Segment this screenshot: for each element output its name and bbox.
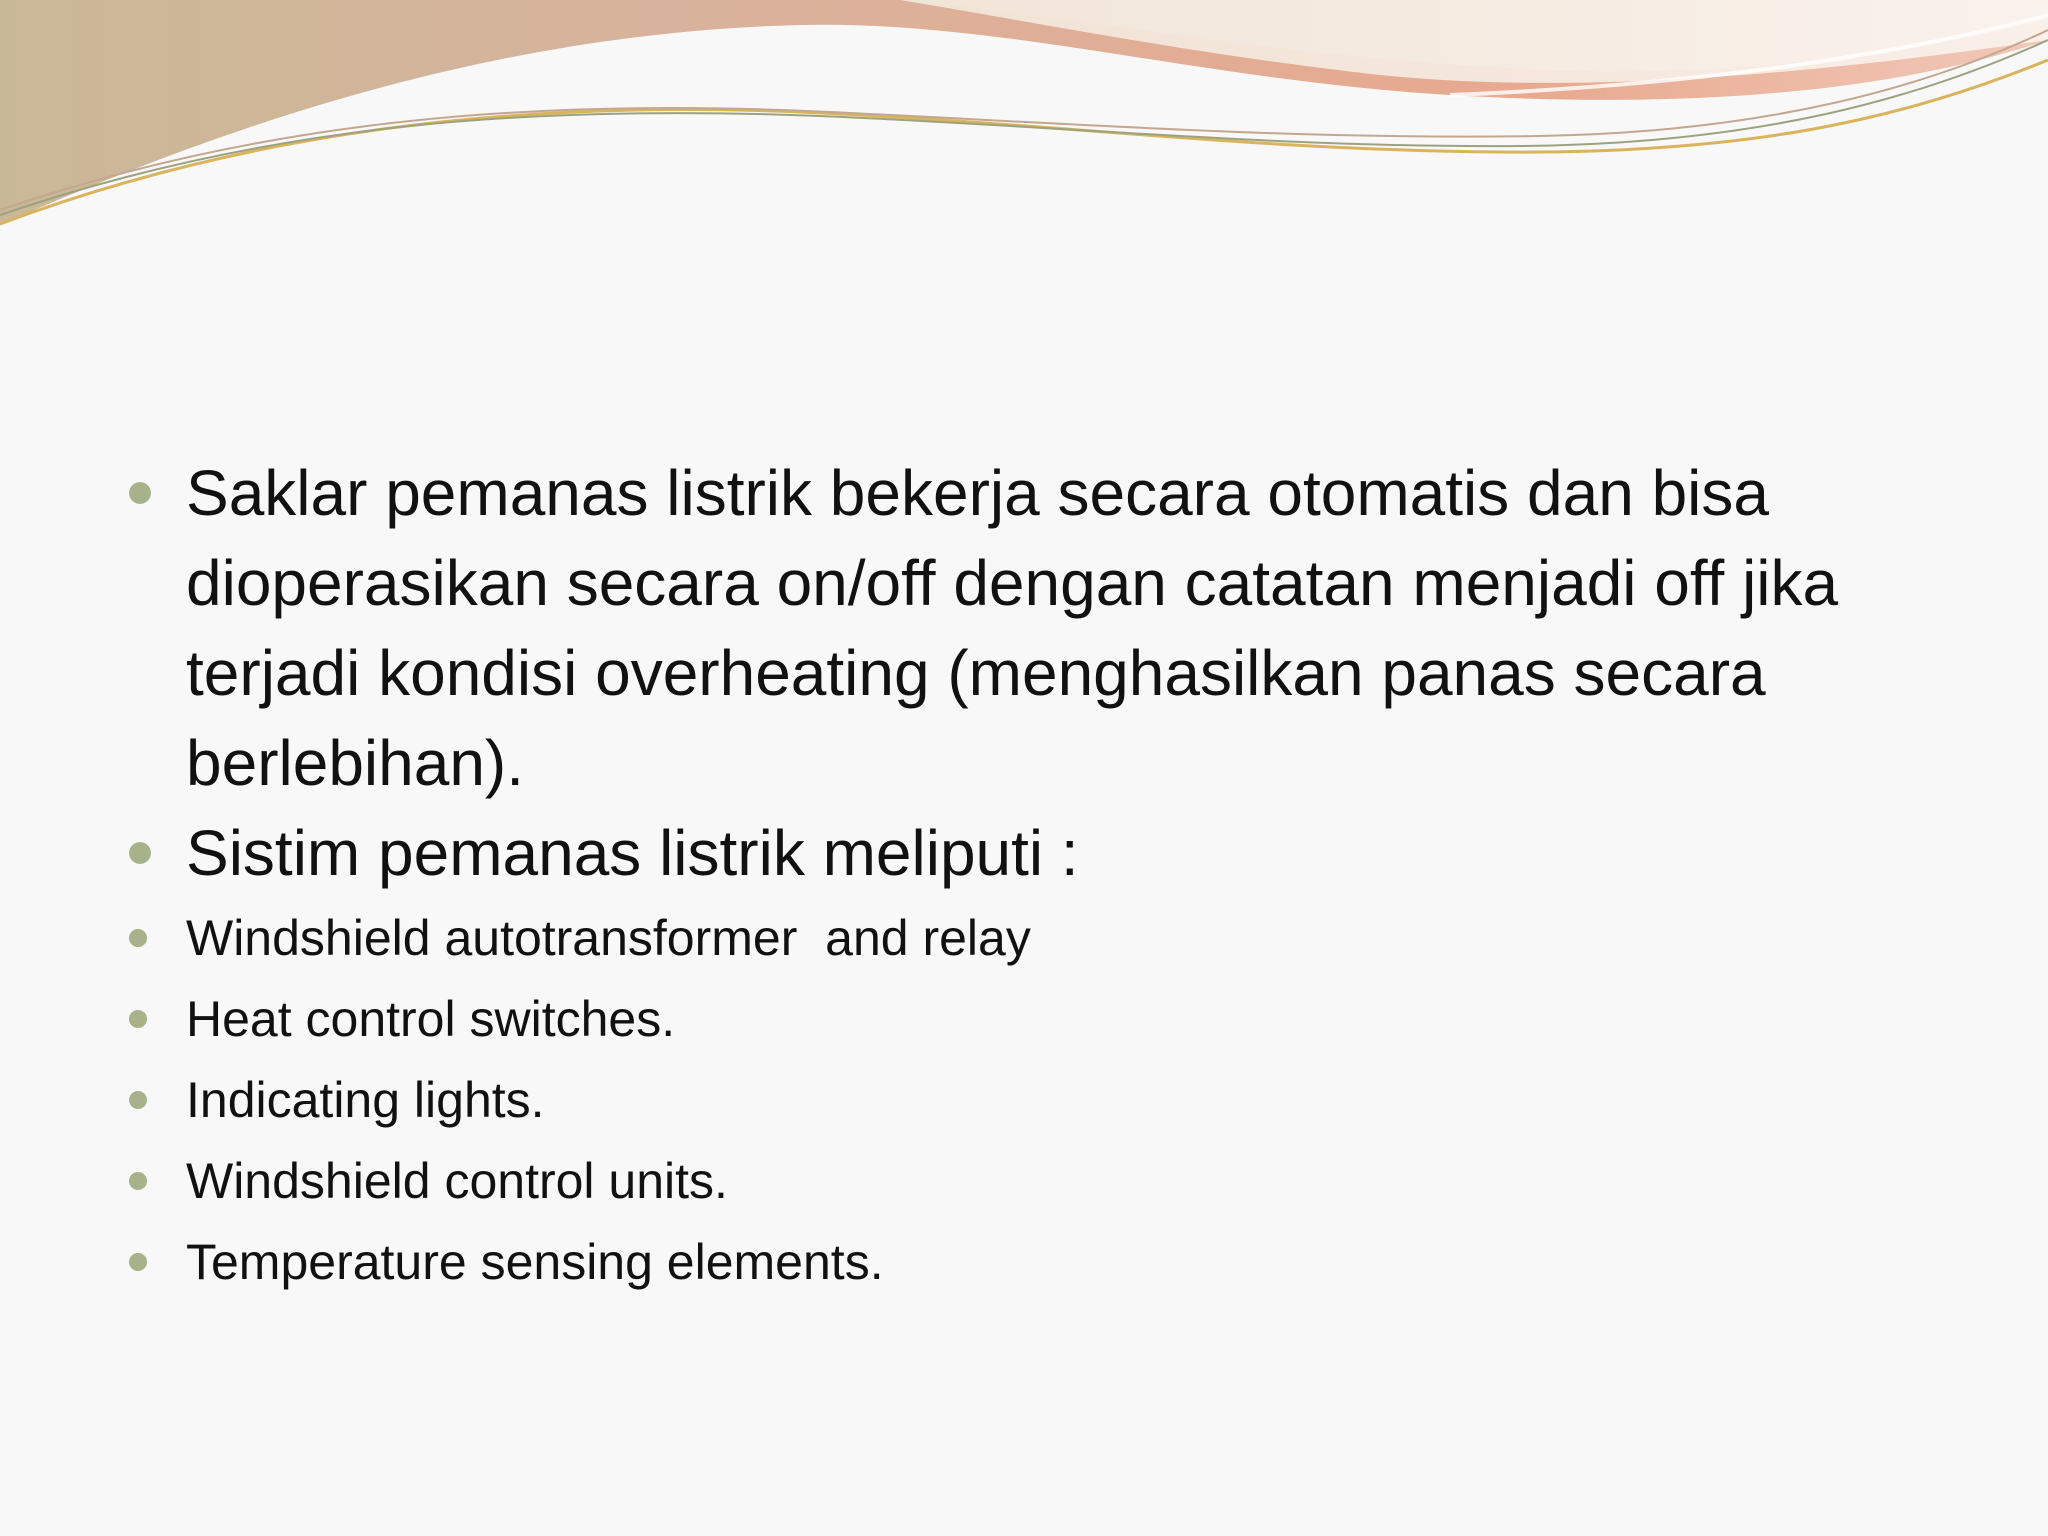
bullet-dot-icon [129, 1253, 147, 1271]
sub-bullet-item [124, 1068, 1924, 1132]
bullet-text: Saklar pemanas listrik bekerja secara otomatis dan bisa dioperasikan secara on/off dengan catatan menjadi off jika terjadi kondisi overheating (menghasilkan panas secara berlebihan). [186, 457, 1856, 799]
sub-bullet-text: Heat control switches. [186, 991, 676, 1047]
bullet-list [124, 448, 1924, 1311]
sub-bullet-text: Temperature sensing elements. [186, 1234, 884, 1290]
sub-bullet-text: Indicating lights. [186, 1072, 545, 1128]
bullet-dot-icon [129, 842, 151, 864]
sub-bullet-item [124, 1149, 1924, 1213]
bullet-dot-icon [129, 929, 147, 947]
sub-bullet-text: Windshield control units. [186, 1153, 728, 1209]
sub-bullet-text: Windshield autotransformer and relay [186, 910, 1031, 966]
sub-bullet-item [124, 987, 1924, 1051]
bullet-dot-icon [129, 1172, 147, 1190]
decorative-wave-banner [0, 0, 2048, 240]
sub-bullet-item [124, 1230, 1924, 1294]
bullet-dot-icon [129, 1010, 147, 1028]
bullet-item [124, 448, 1924, 808]
bullet-item [124, 808, 1924, 898]
bullet-dot-icon [129, 482, 151, 504]
sub-bullet-item [124, 906, 1924, 970]
bullet-dot-icon [129, 1091, 147, 1109]
bullet-text: Sistim pemanas listrik meliputi : [186, 817, 1079, 889]
